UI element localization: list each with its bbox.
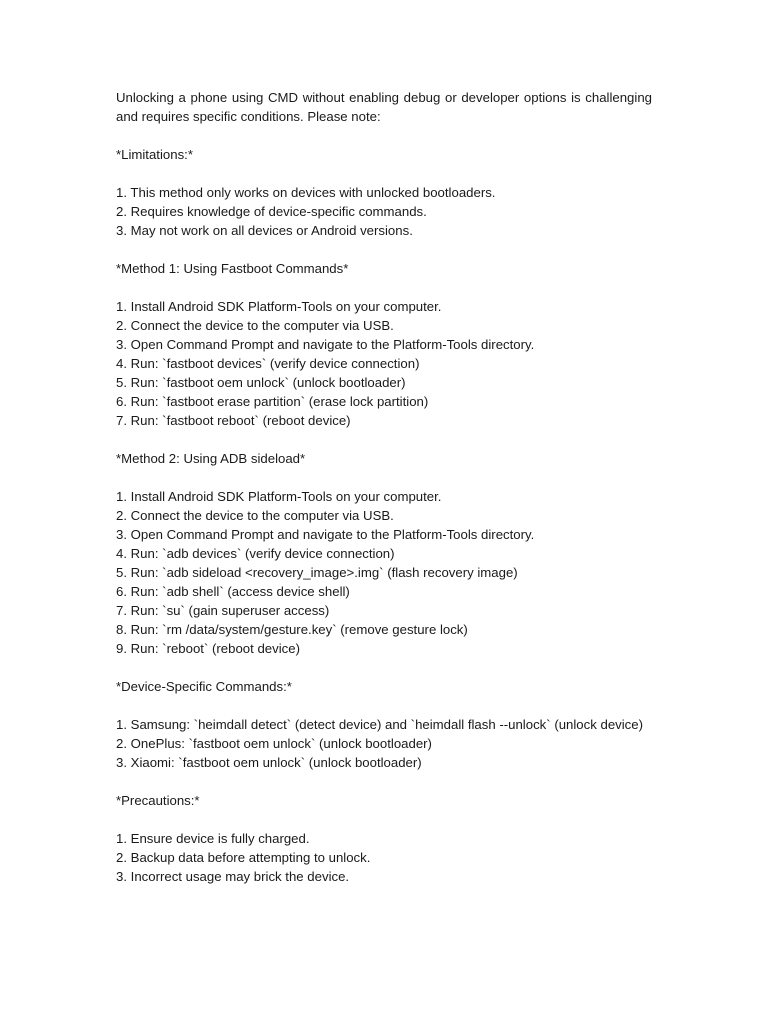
list-item: 3. Open Command Prompt and navigate to the Platform-Tools directory. (116, 337, 535, 352)
intro-paragraph: Unlocking a phone using CMD without enabling debug or developer options is challenging and requires specific conditions. Please note: (116, 90, 652, 124)
limitations-list (116, 183, 652, 240)
list-item: 2. Requires knowledge of device-specific commands. (116, 204, 427, 219)
precautions-list (116, 829, 652, 886)
list-item: 2. Connect the device to the computer via USB. (116, 508, 394, 523)
list-item: 2. Backup data before attempting to unlock. (116, 850, 371, 865)
list-item: 4. Run: `fastboot devices` (verify device connection) (116, 356, 420, 371)
list-item: 1. Install Android SDK Platform-Tools on your computer. (116, 489, 442, 504)
list-item: 1. Samsung: `heimdall detect` (detect device) and `heimdall flash --unlock` (unlock device) (116, 717, 644, 732)
precautions-heading: *Precautions:* (116, 793, 200, 808)
device-specific-list (116, 715, 652, 772)
list-item: 1. This method only works on devices with unlocked bootloaders. (116, 185, 496, 200)
document-page (116, 88, 652, 905)
list-item: 5. Run: `adb sideload <recovery_image>.img` (flash recovery image) (116, 565, 518, 580)
list-item: 2. Connect the device to the computer via USB. (116, 318, 394, 333)
list-item: 2. OnePlus: `fastboot oem unlock` (unlock bootloader) (116, 736, 432, 751)
list-item: 9. Run: `reboot` (reboot device) (116, 641, 300, 656)
list-item: 3. Open Command Prompt and navigate to the Platform-Tools directory. (116, 527, 535, 542)
method2-heading: *Method 2: Using ADB sideload* (116, 451, 306, 466)
list-item: 3. Xiaomi: `fastboot oem unlock` (unlock bootloader) (116, 755, 422, 770)
list-item: 5. Run: `fastboot oem unlock` (unlock bootloader) (116, 375, 406, 390)
list-item: 4. Run: `adb devices` (verify device connection) (116, 546, 395, 561)
list-item: 8. Run: `rm /data/system/gesture.key` (remove gesture lock) (116, 622, 468, 637)
list-item: 6. Run: `fastboot erase partition` (erase lock partition) (116, 394, 429, 409)
device-specific-heading: *Device-Specific Commands:* (116, 679, 292, 694)
list-item: 1. Install Android SDK Platform-Tools on your computer. (116, 299, 442, 314)
list-item: 7. Run: `fastboot reboot` (reboot device) (116, 413, 351, 428)
list-item: 7. Run: `su` (gain superuser access) (116, 603, 330, 618)
limitations-heading: *Limitations:* (116, 147, 193, 162)
list-item: 3. May not work on all devices or Android versions. (116, 223, 413, 238)
method1-list (116, 297, 652, 430)
method1-heading: *Method 1: Using Fastboot Commands* (116, 261, 349, 276)
method2-list (116, 487, 652, 658)
list-item: 6. Run: `adb shell` (access device shell) (116, 584, 350, 599)
list-item: 1. Ensure device is fully charged. (116, 831, 310, 846)
list-item: 3. Incorrect usage may brick the device. (116, 869, 350, 884)
